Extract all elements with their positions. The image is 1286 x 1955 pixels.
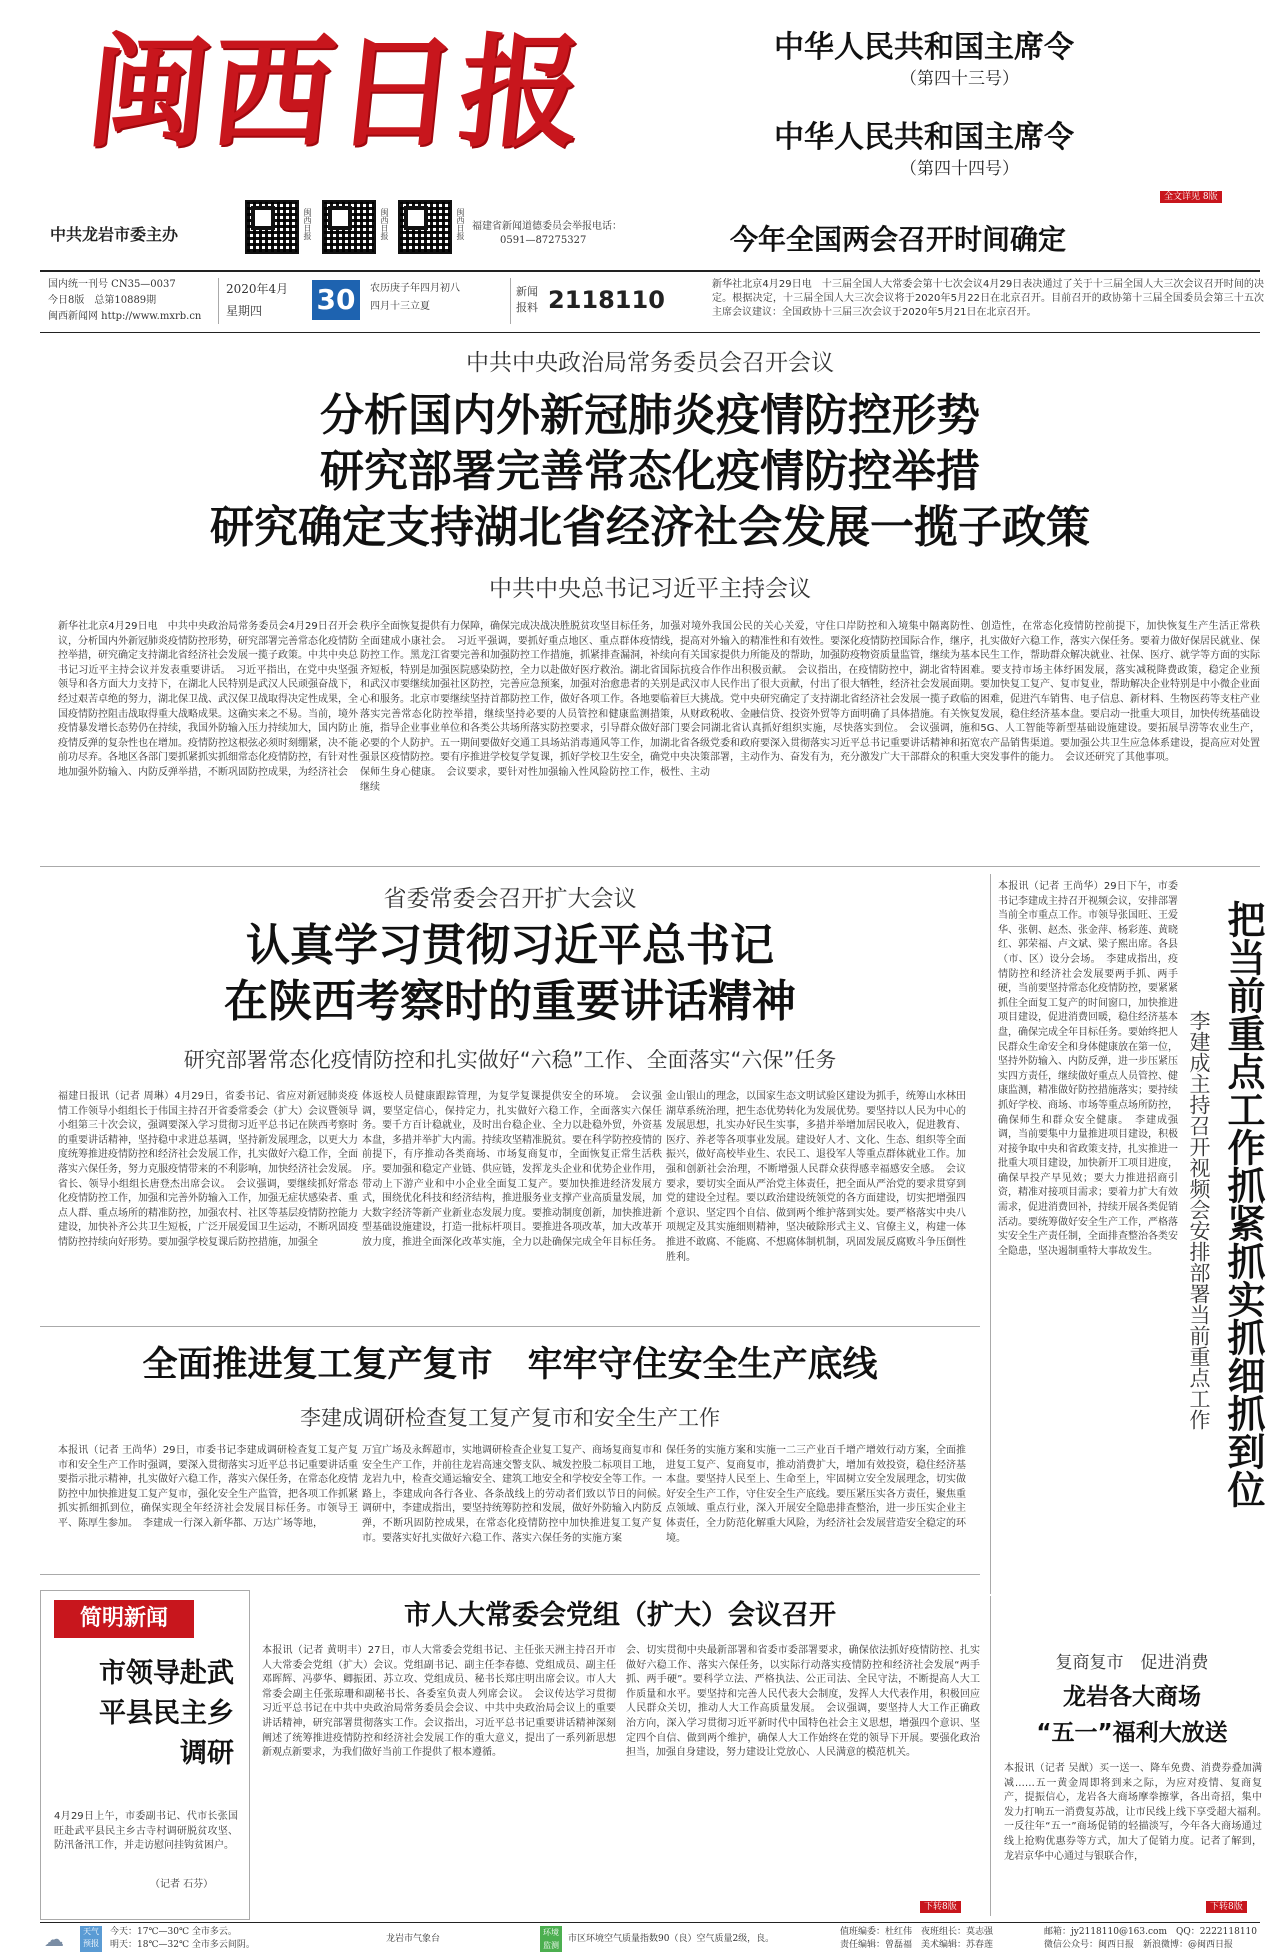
side-article-text: 本报讯（记者 王尚华）29日下午，市委书记李建成主持召开视频会议，安排部署当前全市重点工作。市领导张国旺、王爱华、张朝、赵杰、张金萍、杨彩莲、黄晓红、郭荣福、卢文斌、梁子熙出席。各县（市、区）设分会场。 李建成指出，疫情防控和经济社会发展要两手抓、两手硬，当前要坚持常态化疫情防控，要紧紧抓住全面复工复产的时间窗口，加快推进项目建设，促进消费回暖，稳住经济基本盘，确保完成全年目标任务。要始终把人民群众生命安全和身体健康放在第一位，坚持外防输入、内防反弹，进一步压紧压实四方责任，继续做好重点人员管控、健康监测，精准做好防控措施落实；要持续抓好学校、商场、市场等重点场所防控，确保师生和群众安全健康。 李建成强调，当前要集中力量推进项目建设，积极对接争取中央和省政策支持，扎实推进一批重大项目建设，加快新开工项目进度，确保早投产早见效；要大力推进招商引资，精准对接项目需求；要着力扩大有效需求，促进消费回补，持续开展各类促销活动。要统筹做好安全生产工作，严格落实安全生产责任制，全面排查整治各类安全隐患，坚决遏制重特大事故发生。 xyxy=(998,881,1178,1257)
provincial-kicker: 省委常委会召开扩大会议 xyxy=(383,886,637,912)
date-day: 30 xyxy=(312,280,360,320)
npc-headline[interactable]: 市人大常委会党组（扩大）会议召开 xyxy=(404,1600,836,1631)
divider xyxy=(990,874,991,1594)
two-sessions-headline[interactable]: 今年全国两会召开时间确定 xyxy=(730,223,1067,256)
weather-tomorrow: 明天：18℃—32℃ 全市多云间阴。 xyxy=(110,1940,255,1950)
dateline-bar xyxy=(40,276,680,328)
qr-label: 闽西日报 xyxy=(303,208,312,240)
weather-source: 龙岩市气象台 xyxy=(386,1934,441,1944)
resume-deck: 李建成调研检查复工复产复市和安全生产工作 xyxy=(300,1406,720,1430)
brief-news-headline[interactable]: 市领导赴武平县民主乡调研 xyxy=(99,1658,234,1769)
lunar-date: 农历庚子年四月初八 xyxy=(370,283,460,294)
issue-pages: 今日8版 总第10889期 xyxy=(48,295,157,306)
lead-col-2: 秩序全面恢复提供有力保障，确保完成决战决胜脱贫攻坚目标任务，全面建成小康社会。 习近平强调，要抓好重点地区、重点群体疫情防控工作。黑龙江省要完善和加强防控工作措施，抓紧排查漏洞，补齐短板，特别是加强医院感染防控，全力以赴做好医疗救治。湖北省和武汉市要继续加强社区防控，完善应急预案，加强对治愈患者的关心和服务。北京市要继续坚持首都防控工作，做好各项工作。各地要落实完善常态化防控举措，继续坚持必要的人员管控和健康监测措施，指导企业事业单位和各类公共场所落实防控要求，引导群众做好必要的个人防护。五一期间要做好交通工具场站消毒通风等工作，加强景区疫情防控。要有序推进学校复学复课，抓好学校卫生安全，确保师生身心健康。 会议要求，要针对性加强输入性风险防控工作，继续 xyxy=(360,621,660,793)
cloud-icon: ☁ xyxy=(44,1927,64,1951)
website[interactable]: 闽西新闻网 http://www.mxrb.cn xyxy=(48,311,202,322)
side-article-title[interactable]: 把当前重点工作抓紧抓实抓细抓到位 xyxy=(1221,900,1265,1508)
year-month: 2020年4月 xyxy=(226,282,289,296)
hotline-label: 新闻报料 xyxy=(516,285,538,314)
editor-line-1: 值班编委：杜红伟 夜班组长：莫志强 xyxy=(840,1927,994,1937)
side-article-subtitle: 李建成主持召开视频会安排部署当前重点工作 xyxy=(1187,1010,1211,1430)
qr-code-icon[interactable] xyxy=(398,200,452,254)
provincial-col-1: 福建日报讯（记者 周琳）4月29日，省委书记、省应对新冠肺炎疫情工作领导小组组长于伟国主持召开省委常委会（扩大）会议暨领导小组第三十次会议，强调要深入学习贯彻习近平总书记在陕西考察时的重要讲话精神，坚持稳中求进总基调，坚持新发展理念，以更大力度统筹推进疫情防控和经济社会发展工作，扎实做好六稳工作，全面落实六保任务，努力克服疫情带来的不利影响，加快经济社会发展。省长、领导小组组长唐登杰出席会议。 会议强调，要继续抓好常态化疫情防控工作，加强和完善外防输入工作，加强无症状感染者、重点人群、重点场所的精准防控，加强农村、社区等基层疫情防控能力建设，加快补齐公共卫生短板，广泛开展爱国卫生运动，不断巩固疫情防控持续向好形势。要加强学校复课后防控措施，加强全 xyxy=(58,1091,358,1248)
consumer-continued-link[interactable]: 下转8版 xyxy=(1206,1894,1247,1913)
divider xyxy=(40,866,1260,867)
divider xyxy=(510,278,511,324)
hotline-number[interactable]: 2118110 xyxy=(548,286,665,314)
divider xyxy=(40,270,1260,272)
ethics-hotline-label: 福建省新闻道德委员会举报电话： xyxy=(472,221,622,232)
solar-term: 四月十三立夏 xyxy=(370,301,430,312)
divider xyxy=(40,1326,980,1327)
footer xyxy=(40,1924,1260,1954)
weather-today: 今天：17℃—30℃ 全市多云。 xyxy=(110,1927,237,1937)
consumer-headline-line1[interactable]: 龙岩各大商场 xyxy=(1063,1684,1201,1710)
divider xyxy=(218,278,219,324)
qr-label: 闽西日报 xyxy=(380,208,389,240)
cn-number: 国内统一刊号 CN35—0037 xyxy=(48,279,176,290)
editor-line-2: 责任编辑：曾磊福 美术编辑：苏春莲 xyxy=(840,1940,994,1950)
lead-col-3: 加强对境外我国公民的关心关爱，守住口岸防控和入境集中隔离防线，提高对外输入的精准性和有效性。要深化疫情防控国际合作，继续向有关国家提供力所能及的帮助，加强防疫物资质量监管，继续为国际抗疫合作作出积极贡献。 会议指出，在疫情防控中，湖北省特别是武汉市人民作出了很大贡献，付出了很大牺牲，经济社会发展面临着巨大挑战。党中央研究确定了支持湖北省经济社会发展一揽子政策，从财政税收、金融信贷、投资外贸等方面明确了具体措施。有关部门要会同湖北省认真抓好组织实施，尽快落实到位。 会议强调，湖北省各级党委和政府要深入贯彻落实习近平总书记重要讲话精神和党中央决策部署，主动作为、奋发有为，充分激发广大干部群众的积极性、主动 xyxy=(660,621,960,778)
divider xyxy=(40,332,1260,333)
npc-col-1: 本报讯（记者 黄明丰）27日，市人大常委会党组书记、主任张天洲主持召开市人大常委会党组（扩大）会议。党组副书记、副主任李春德、党组成员、副主任邓晖辉、冯夢华、卿振团、苏立攻、党组成员、秘书长郑庄明出席会议。市人大常委会副主任张琼珊和副秘书长、各委室负责人列席会议。 会议传达学习贯彻习近平总书记在中共中央政治局常务委员会会议、中共中央政治局会议上的重要讲话精神，研究部署贯彻落实工作。会议指出，习近平总书记重要讲话精神深刻阐述了统筹推进疫情防控和经济社会发展工作的重大意义，提出了一系列新思想新观点新要求，为我们做好当前工作提供了根本遵循。 xyxy=(262,1645,616,1759)
presidential-order-2-title[interactable]: 中华人民共和国主席令 xyxy=(774,120,1074,155)
resume-col-1: 本报讯（记者 王尚华）29日，市委书记李建成调研检查复工复产复市和安全生产工作时强调，要深入贯彻落实习近平总书记重要讲话重要指示批示精神，扎实做好六稳工作，落实六保任务，在常态化疫情防控中加快推进复工复产复市，强化安全生产监管，把各项工作抓紧抓实抓细抓到位，确保实现全年经济社会发展目标任务。市领导王平、陈厚生参加。 李建成一行深入新华都、万达广场等地， xyxy=(58,1445,358,1529)
air-quality-label: 环境监测 xyxy=(540,1926,562,1952)
provincial-headline-line1[interactable]: 认真学习贯彻习近平总书记 xyxy=(246,920,774,971)
consumer-kicker: 复商复市 促进消费 xyxy=(1055,1653,1209,1673)
lead-col-1: 新华社北京4月29日电 中共中央政治局常务委员会4月29日召开会议，分析国内外新冠肺炎疫情防控形势，研究部署完善常态化疫情防控举措，研究确定支持湖北省经济社会发展一揽子政策。中共中央总书记习近平主持会议并发表重要讲话。 习近平指出，在党中央坚强领导和各方面大力支持下，在湖北人民特别是武汉人民顽强奋战下，经过艰苦卓绝的努力，湖北保卫战、武汉保卫战取得决定性成果，全国疫情防控阻击战取得重大战略成果。这确实来之不易。当前，境外疫情暴发增长态势仍在持续，我国外防输入压力持续加大，国内防止疫情反弹的复杂性也在增加。疫情防控这根弦必须时刻绷紧，决不能前功尽弃。各地区各部门要抓紧抓实抓细常态化疫情防控，有针对性地加强外防输入、内防反弹举措，不断巩固防控成果，为经济社会 xyxy=(58,621,358,778)
lead-col-4: 性、创造性，在常态化疫情防控前提下，加快恢复生产生活正常秩序，扎实做好六稳工作，落实六保任务。要着力做好保居民就业、保基本民生工作，帮助群众解决就业、社保、医疗、就学等方面的实际困难。要支持市场主体纾困发展，落实减税降费政策，稳定企业预期。要加快复工复产、复市复业，帮助解决企业特别是中小微企业面临的困难，促进汽车销售、电子信息、新材料、生物医药等支柱产业恢复发展，稳住经济基本盘。要启动一批重大项目，加快传统基础设施和5G、人工智能等新型基础设施建设。要拓展旱涝等农业生产，拓宽农产品销售渠道。要加强公共卫生应急体系建设，提高应对处置重大突发事件的能力。 会议还研究了其他事项。 xyxy=(960,621,1260,764)
divider xyxy=(990,1596,991,1916)
npc-col-2: 会、切实贯彻中央最新部署和省委市委部署要求，确保依法抓好疫情防控、扎实做好六稳工作、落实六保任务，以实际行动落实疫情防控和经济社会发展“两手抓、两手硬”。要科学立法、严格执法、公正司法、全民守法，不断提高人大工作质量和水平。要坚持和完善人民代表大会制度，发挥人大代表作用，积极回应人民群众关切，推动人大工作高质量发展。 会议强调，要坚持人大工作正确政治方向，深入学习贯彻习近平新时代中国特色社会主义思想，增强四个意识、坚定四个自信、做到两个维护，确保人大工作始终在党的领导下开展。要强化政治担当，加强自身建设，努力建设让党放心、人民满意的模范机关。 xyxy=(626,1645,980,1759)
lead-byline: 中共中央总书记习近平主持会议 xyxy=(489,576,811,602)
contact-line-1[interactable]: 邮箱：jy2118110@163.com QQ：2222118110 xyxy=(1044,1927,1258,1937)
weekday: 星期四 xyxy=(226,304,263,318)
brief-news-credit: （记者 石芬） xyxy=(150,1879,214,1890)
qr-code-icon[interactable] xyxy=(245,200,299,254)
consumer-text: 本报讯（记者 吴猷）买一送一、降车免费、消费券叠加满减……五一黄金周即将到来之际，为应对疫情、复商复产，提振信心，龙岩各大商场摩拳擦掌，各出奇招，集中发力打响五一消费复苏战，让市民线上线下享受超大福利。 一反往年“五一”商场促销的轻描淡写，今年各大商场通过线上抢购优惠券等方式，加大了促销力度。记者了解到，龙岩京华中心通过与银联合作， xyxy=(1004,1763,1262,1862)
contact-line-2[interactable]: 微信公众号：闽西日报 新浪微博：@闽西日报 xyxy=(1044,1940,1234,1950)
resume-col-2: 万宜广场及永辉超市，实地调研检查企业复工复产、商场复商复市和安全生产工作，并前往龙岩高速交警支队、城发控股二标项目工地，龙岩九中，检查交通运输安全、建筑工地安全和学校安全等工作。一路上，李建成向各行各业、各条战线上的劳动者们致以节日的问候。 调研中，李建成指出，要坚持统筹防控和发展，做好外防输入内防反弹，不断巩固防控成果，在常态化疫情防控中加快推进复工复产复市。要落实好扎实做好六稳工作、落实六保任务的实施方案 xyxy=(362,1445,662,1544)
divider xyxy=(40,1574,980,1575)
masthead xyxy=(0,0,1286,280)
provincial-headline-line2[interactable]: 在陕西考察时的重要讲话精神 xyxy=(224,976,796,1027)
presidential-order-2-number: （第四十四号） xyxy=(900,159,1019,179)
presidential-order-1-title[interactable]: 中华人民共和国主席令 xyxy=(774,30,1074,65)
consumer-headline-line2[interactable]: “五一”福利大放送 xyxy=(1036,1720,1228,1746)
newspaper-logo: 闽西日报 xyxy=(80,20,592,164)
brief-news-text: 4月29日上午，市委副书记、代市长张国旺赴武平县民主乡古寺村调研脱贫攻坚、防汛备汛工作，并走访慰问挂钩贫困户。 xyxy=(54,1811,238,1852)
organizer: 中共龙岩市委主办 xyxy=(50,225,179,244)
lead-headline-line2[interactable]: 研究部署完善常态化疫情防控举措 xyxy=(320,446,980,497)
qr-label: 闽西日报 xyxy=(456,208,465,240)
resume-col-3: 保任务的实施方案和实施一二三产业百千增产增效行动方案，全面推进复工复产、复商复市，推动消费扩大，增加有效投资，稳住经济基本盘。要坚持人民至上、生命至上，牢固树立安全发展理念，切实做好安全生产工作，守住安全生产底线。要压紧压实各方责任，聚焦重点领域、重点行业，深入开展安全隐患排查整治，进一步压实企业主体责任，全力防范化解重大风险，为经济社会发展营造安全稳定的环境。 xyxy=(666,1445,966,1544)
two-sessions-text: 新华社北京4月29日电 十三届全国人大常委会第十七次会议4月29日表决通过了关于十三届全国人大三次会议召开时间的决定。根据决定，十三届全国人大三次会议将于2020年5月22日在北京召开。目前召开的政协第十三届全国委员会第三十五次主席会议建议：全国政协十三届三次会议于2020年5月21日在北京召开。 xyxy=(712,279,1264,318)
qr-code-icon[interactable] xyxy=(322,200,376,254)
provincial-col-3: 金山银山的理念，以国家生态文明试验区建设为抓手，统筹山水林田湖草系统治理，把生态优势转化为发展优势。要坚持以人民为中心的发展思想，扎实办好民生实事，多措并举增加居民收入，促进教育、医疗、养老等各项事业发展。建设好人才、文化、生态、组织等全面振兴，做好高校毕业生、农民工、退役军人等重点群体就业工作。加强和创新社会治理，不断增强人民群众获得感幸福感安全感。 会议要求，要切实全面从严治党主体责任，把全面从严治党的要求贯穿到党的建设全过程。要以政治建设统领党的各方面建设，切实把增强四个意识、坚定四个自信、做到两个维护落到实处。要严格落实中央八项规定及其实施细则精神，坚决破除形式主义、官僚主义，构建一体推进不敢腐、不能腐、不想腐体制机制，巩固发展反腐败斗争压倒性胜利。 xyxy=(666,1091,966,1263)
divider xyxy=(40,1922,1260,1923)
presidential-order-1-number: （第四十三号） xyxy=(900,69,1019,89)
lead-headline-line1[interactable]: 分析国内外新冠肺炎疫情防控形势 xyxy=(320,390,980,441)
lead-headline-line3[interactable]: 研究确定支持湖北省经济社会发展一揽子政策 xyxy=(210,502,1090,553)
provincial-deck: 研究部署常态化疫情防控和扎实做好“六稳”工作、全面落实“六保”任务 xyxy=(183,1048,837,1072)
lead-kicker: 中共中央政治局常务委员会召开会议 xyxy=(466,350,834,376)
resume-headline[interactable]: 全面推进复工复产复市 牢牢守住安全生产底线 xyxy=(142,1345,878,1385)
provincial-col-2: 体返校人员健康跟踪管理，为复学复课提供安全的环境。 会议强调，要坚定信心，保持定力，扎实做好六稳工作，全面落实六保任务。要千方百计稳就业，及时出台稳企业、全力以赴稳外贸，外资基本盘，多措并举扩大内需。持续攻坚精准脱贫。要在科学防控疫情的前提下，有序推动各类商场、市场复商复市，全面恢复正常生活秩序。要加强和稳定产业链、供应链，发挥龙头企业和优势企业作用，带动上下游产业和中小企业全面复工复产。要加快推进经济发展方式，围绕优化科技和经济结构，推进服务业支撑产业高质量发展，加大数字经济等新产业新业态发展力度。要推动制度创新，加快推进新型基础设施建设，打造一批标杆项目。要推进各项改革，加大改革开放力度，推进全面深化改革实施，全力以赴确保完成全年目标任务。 xyxy=(362,1091,662,1248)
ethics-hotline-number: 0591—87275327 xyxy=(500,235,587,246)
air-quality: 市区环境空气质量指数90（良）空气质量2级，良。 xyxy=(568,1934,775,1944)
full-text-link[interactable]: 全文详见 8版 xyxy=(1160,184,1222,203)
weather-label: 天气 预报 xyxy=(80,1926,102,1952)
brief-news-label: 简明新闻 xyxy=(54,1600,194,1638)
npc-continued-link[interactable]: 下转8版 xyxy=(920,1894,961,1913)
